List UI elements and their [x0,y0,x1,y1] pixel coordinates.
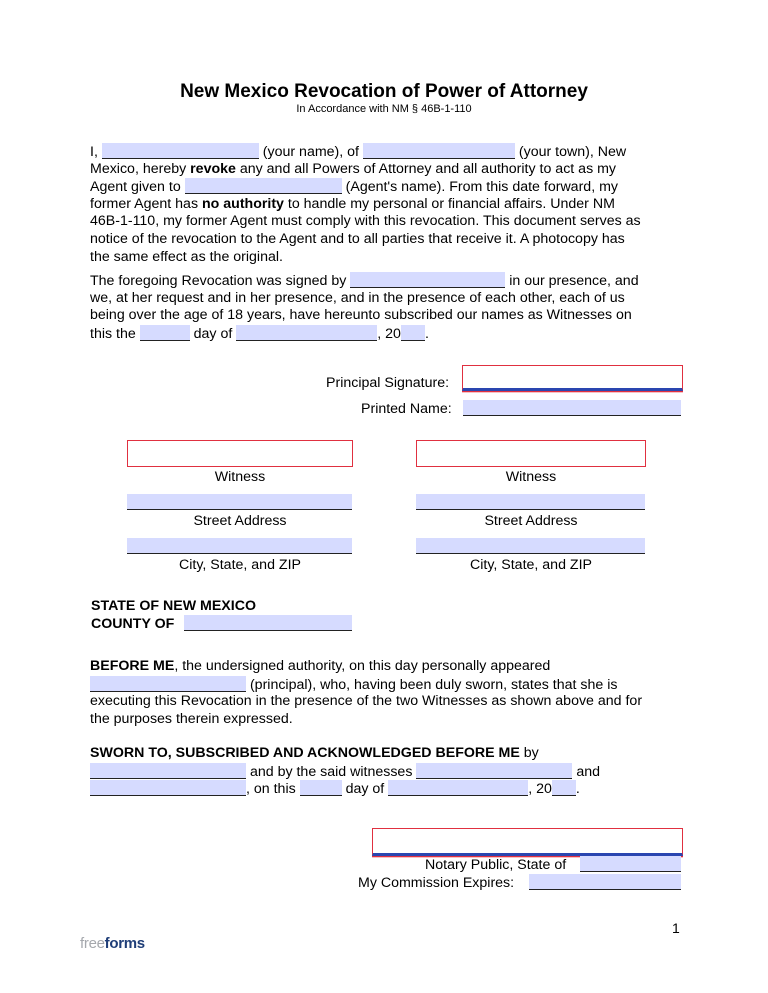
logo-part-forms: forms [104,935,145,952]
text: (your town), New [518,144,627,160]
logo-part-free: free [80,935,105,952]
sworn-witness-2-field[interactable] [90,780,246,796]
text: , 20 [528,781,552,798]
text: , on this [246,781,296,798]
document-title: New Mexico Revocation of Power of Attorney [180,81,588,102]
state-label: STATE OF NEW MEXICO [91,598,256,614]
text: by [519,745,539,761]
your-town-field[interactable] [363,143,515,159]
sworn-witness-1-field[interactable] [416,763,572,779]
printed-name-label: Printed Name: [361,401,452,417]
witness-2-label: Witness [505,469,557,485]
before-me-paragraph [90,658,690,728]
revoke-emphasis: revoke [190,160,236,177]
text: former Agent has [90,195,202,212]
witness-month-field[interactable] [236,325,377,341]
county-field[interactable] [184,615,352,631]
agent-name-field[interactable] [185,178,342,194]
text: any and all Powers of Attorney and all authority to act as my [235,160,617,177]
witness-1-city-field[interactable] [127,538,352,554]
witness-2-street-label: Street Address [484,513,578,529]
document-subtitle: In Accordance with NM § 46B-1-110 [296,103,472,115]
sworn-paragraph [90,745,690,798]
witness-1-city-label: City, State, and ZIP [179,557,301,573]
witness-1-signature-field[interactable] [127,440,353,467]
text: executing this Revocation in the presence of the two Witnesses as shown above and for [90,693,643,710]
text: notice of the revocation to the Agent and to all parties that receive it. A photocopy has [90,230,625,247]
text: (your name), of [262,144,359,160]
text: and by the said witnesses [249,763,413,780]
principal-signature-field[interactable] [462,365,683,391]
notary-signature-field[interactable] [372,828,683,856]
notary-public-label: Notary Public, State of [425,857,567,873]
text: the same effect as the original. [90,248,283,265]
text: the purposes therein expressed. [90,710,293,727]
text: . [575,781,580,798]
text: Agent given to [90,179,181,196]
your-name-field[interactable] [102,143,259,159]
text: we, at her request and in her presence, and in the presence of each other, each of us [90,289,625,306]
witness-2-street-field[interactable] [416,494,645,510]
text: day of [193,325,233,342]
text: 46B-1-110, my former Agent must comply with this revocation. This document serves as [90,213,641,230]
witness-year-field[interactable] [401,325,425,341]
witness-2-signature-field[interactable] [416,440,646,467]
witness-statement-paragraph [90,272,690,342]
text: to handle my personal or financial affairs. Under NM [283,195,615,212]
signer-name-field[interactable] [350,272,505,288]
county-label: COUNTY OF [91,616,175,632]
printed-name-field[interactable] [463,400,681,416]
before-me-emphasis: BEFORE ME [90,658,175,674]
sworn-day-field[interactable] [300,780,342,796]
witness-1-label: Witness [214,469,266,485]
text: , 20 [377,325,401,342]
text: being over the age of 18 years, have hereunto subscribed our names as Witnesses on [90,307,632,324]
witness-2-city-label: City, State, and ZIP [470,557,592,573]
text: (Agent's name). From this date forward, my [345,179,618,196]
principal-signature-label: Principal Signature: [326,375,450,391]
sworn-by-field[interactable] [90,763,246,779]
revocation-paragraph [90,143,690,266]
sworn-emphasis: SWORN TO, SUBSCRIBED AND ACKNOWLEDGED BEFORE ME [90,745,520,761]
freeforms-logo [80,935,145,952]
text: day of [345,781,385,798]
text: and [576,763,600,780]
text: , the undersigned authority, on this day personally appeared [174,658,551,674]
text: Mexico, hereby [90,160,191,177]
notary-state-field[interactable] [580,856,681,872]
text: this the [90,325,136,342]
no-authority-emphasis: no authority [201,195,284,212]
witness-1-street-label: Street Address [193,513,287,529]
text: (principal), who, having been duly sworn, states that she is [249,676,618,693]
text: The foregoing Revocation was signed by [90,273,347,289]
commission-expires-field[interactable] [529,874,681,890]
commission-expires-label: My Commission Expires: [358,875,515,891]
text: I, [90,144,98,160]
page-number: 1 [672,920,680,936]
witness-2-city-field[interactable] [416,538,645,554]
witness-day-field[interactable] [140,325,190,341]
text: . [424,325,429,342]
text: in our presence, and [509,273,639,289]
witness-1-street-field[interactable] [127,494,352,510]
sworn-year-field[interactable] [552,780,576,796]
sworn-month-field[interactable] [388,780,528,796]
notary-principal-field[interactable] [90,676,246,692]
